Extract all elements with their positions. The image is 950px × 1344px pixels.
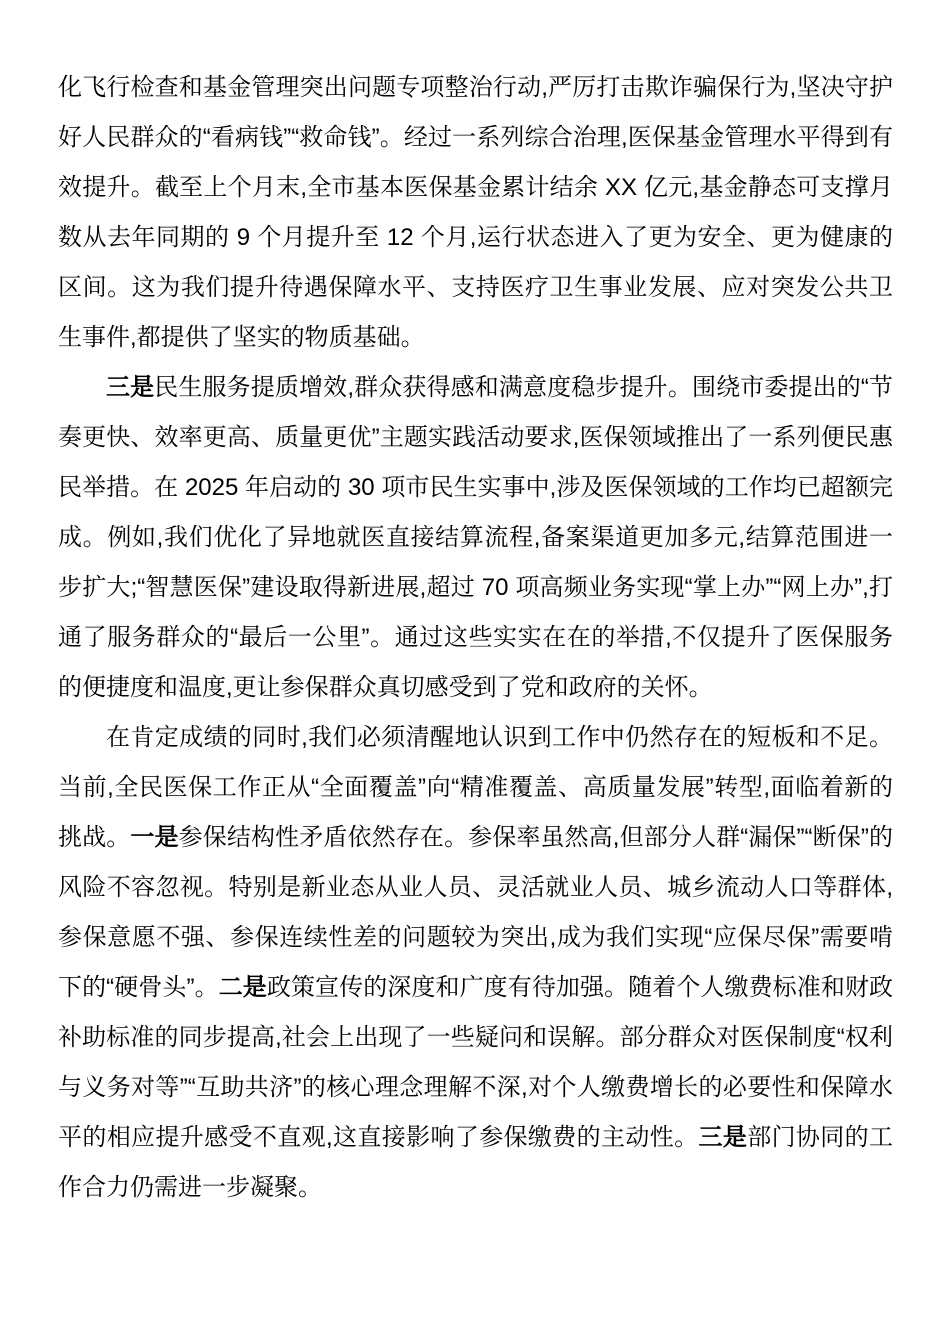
paragraph bbox=[58, 363, 893, 713]
paragraph bbox=[58, 713, 893, 1213]
document-text-body bbox=[58, 63, 893, 1213]
text-run: 参保结构性矛盾依然存在。参保率虽然高,但部分人群“漏保”“断保”的风险不容忽视。特别是新业态从业人员、灵活就业人员、城乡流动人口等群体,参保意愿不强、参保连续性差的问题较为突出,成为我们实现“应保尽保”需要啃下的“硬骨头”。 bbox=[58, 824, 894, 1001]
paragraph bbox=[58, 63, 893, 363]
text-run: 政策宣传的深度和广度有待加强。随着个人缴费标准和财政补助标准的同步提高,社会上出现了一些疑问和误解。部分群众对医保制度“权利与义务对等”“互助共济”的核心理念理解不深,对个人缴费增长的必要性和保障水平的相应提升感受不直观,这直接影响了参保缴费的主动性。 bbox=[58, 974, 894, 1151]
bold-text-run: 三是 bbox=[698, 1124, 748, 1151]
text-run: 化飞行检查和基金管理突出问题专项整治行动,严厉打击欺诈骗保行为,坚决守护好人民群众的“看病钱”“救命钱”。经过一系列综合治理,医保基金管理水平得到有效提升。截至上个月末,全市基本医保基金累计结余 XX 亿元,基金静态可支撑月数从去年同期的 9 个月提升至 12 个月,运行状态进入了更为安全、更为健康的区间。这为我们提升待遇保障水平、支持医疗卫生事业发展、应对突发公共卫生事件,都提供了坚实的物质基础。 bbox=[58, 74, 893, 351]
text-run: 部门协同的工作合力仍需进一步凝聚。 bbox=[58, 1124, 894, 1201]
bold-text-run: 二是 bbox=[218, 974, 267, 1001]
bold-text-run: 三是 bbox=[106, 374, 155, 401]
text-run: 民生服务提质增效,群众获得感和满意度稳步提升。围绕市委提出的“节奏更快、效率更高、质量更优”主题实践活动要求,医保领域推出了一系列便民惠民举措。在 2025 年启动的 30 项市民生实事中,涉及医保领域的工作均已超额完成。例如,我们优化了异地就医直接结算流程,备案渠道更加多元,结算范围进一步扩大;“智慧医保”建设取得新进展,超过 70 项高频业务实现“掌上办”“网上办”,打通了服务群众的“最后一公里”。通过这些实实在在的举措,不仅提升了医保服务的便捷度和温度,更让参保群众真切感受到了党和政府的关怀。 bbox=[58, 374, 893, 701]
bold-text-run: 一是 bbox=[130, 824, 179, 851]
text-run: 在肯定成绩的同时,我们必须清醒地认识到工作中仍然存在的短板和不足。当前,全民医保工作正从“全面覆盖”向“精准覆盖、高质量发展”转型,面临着新的挑战。 bbox=[58, 724, 893, 851]
